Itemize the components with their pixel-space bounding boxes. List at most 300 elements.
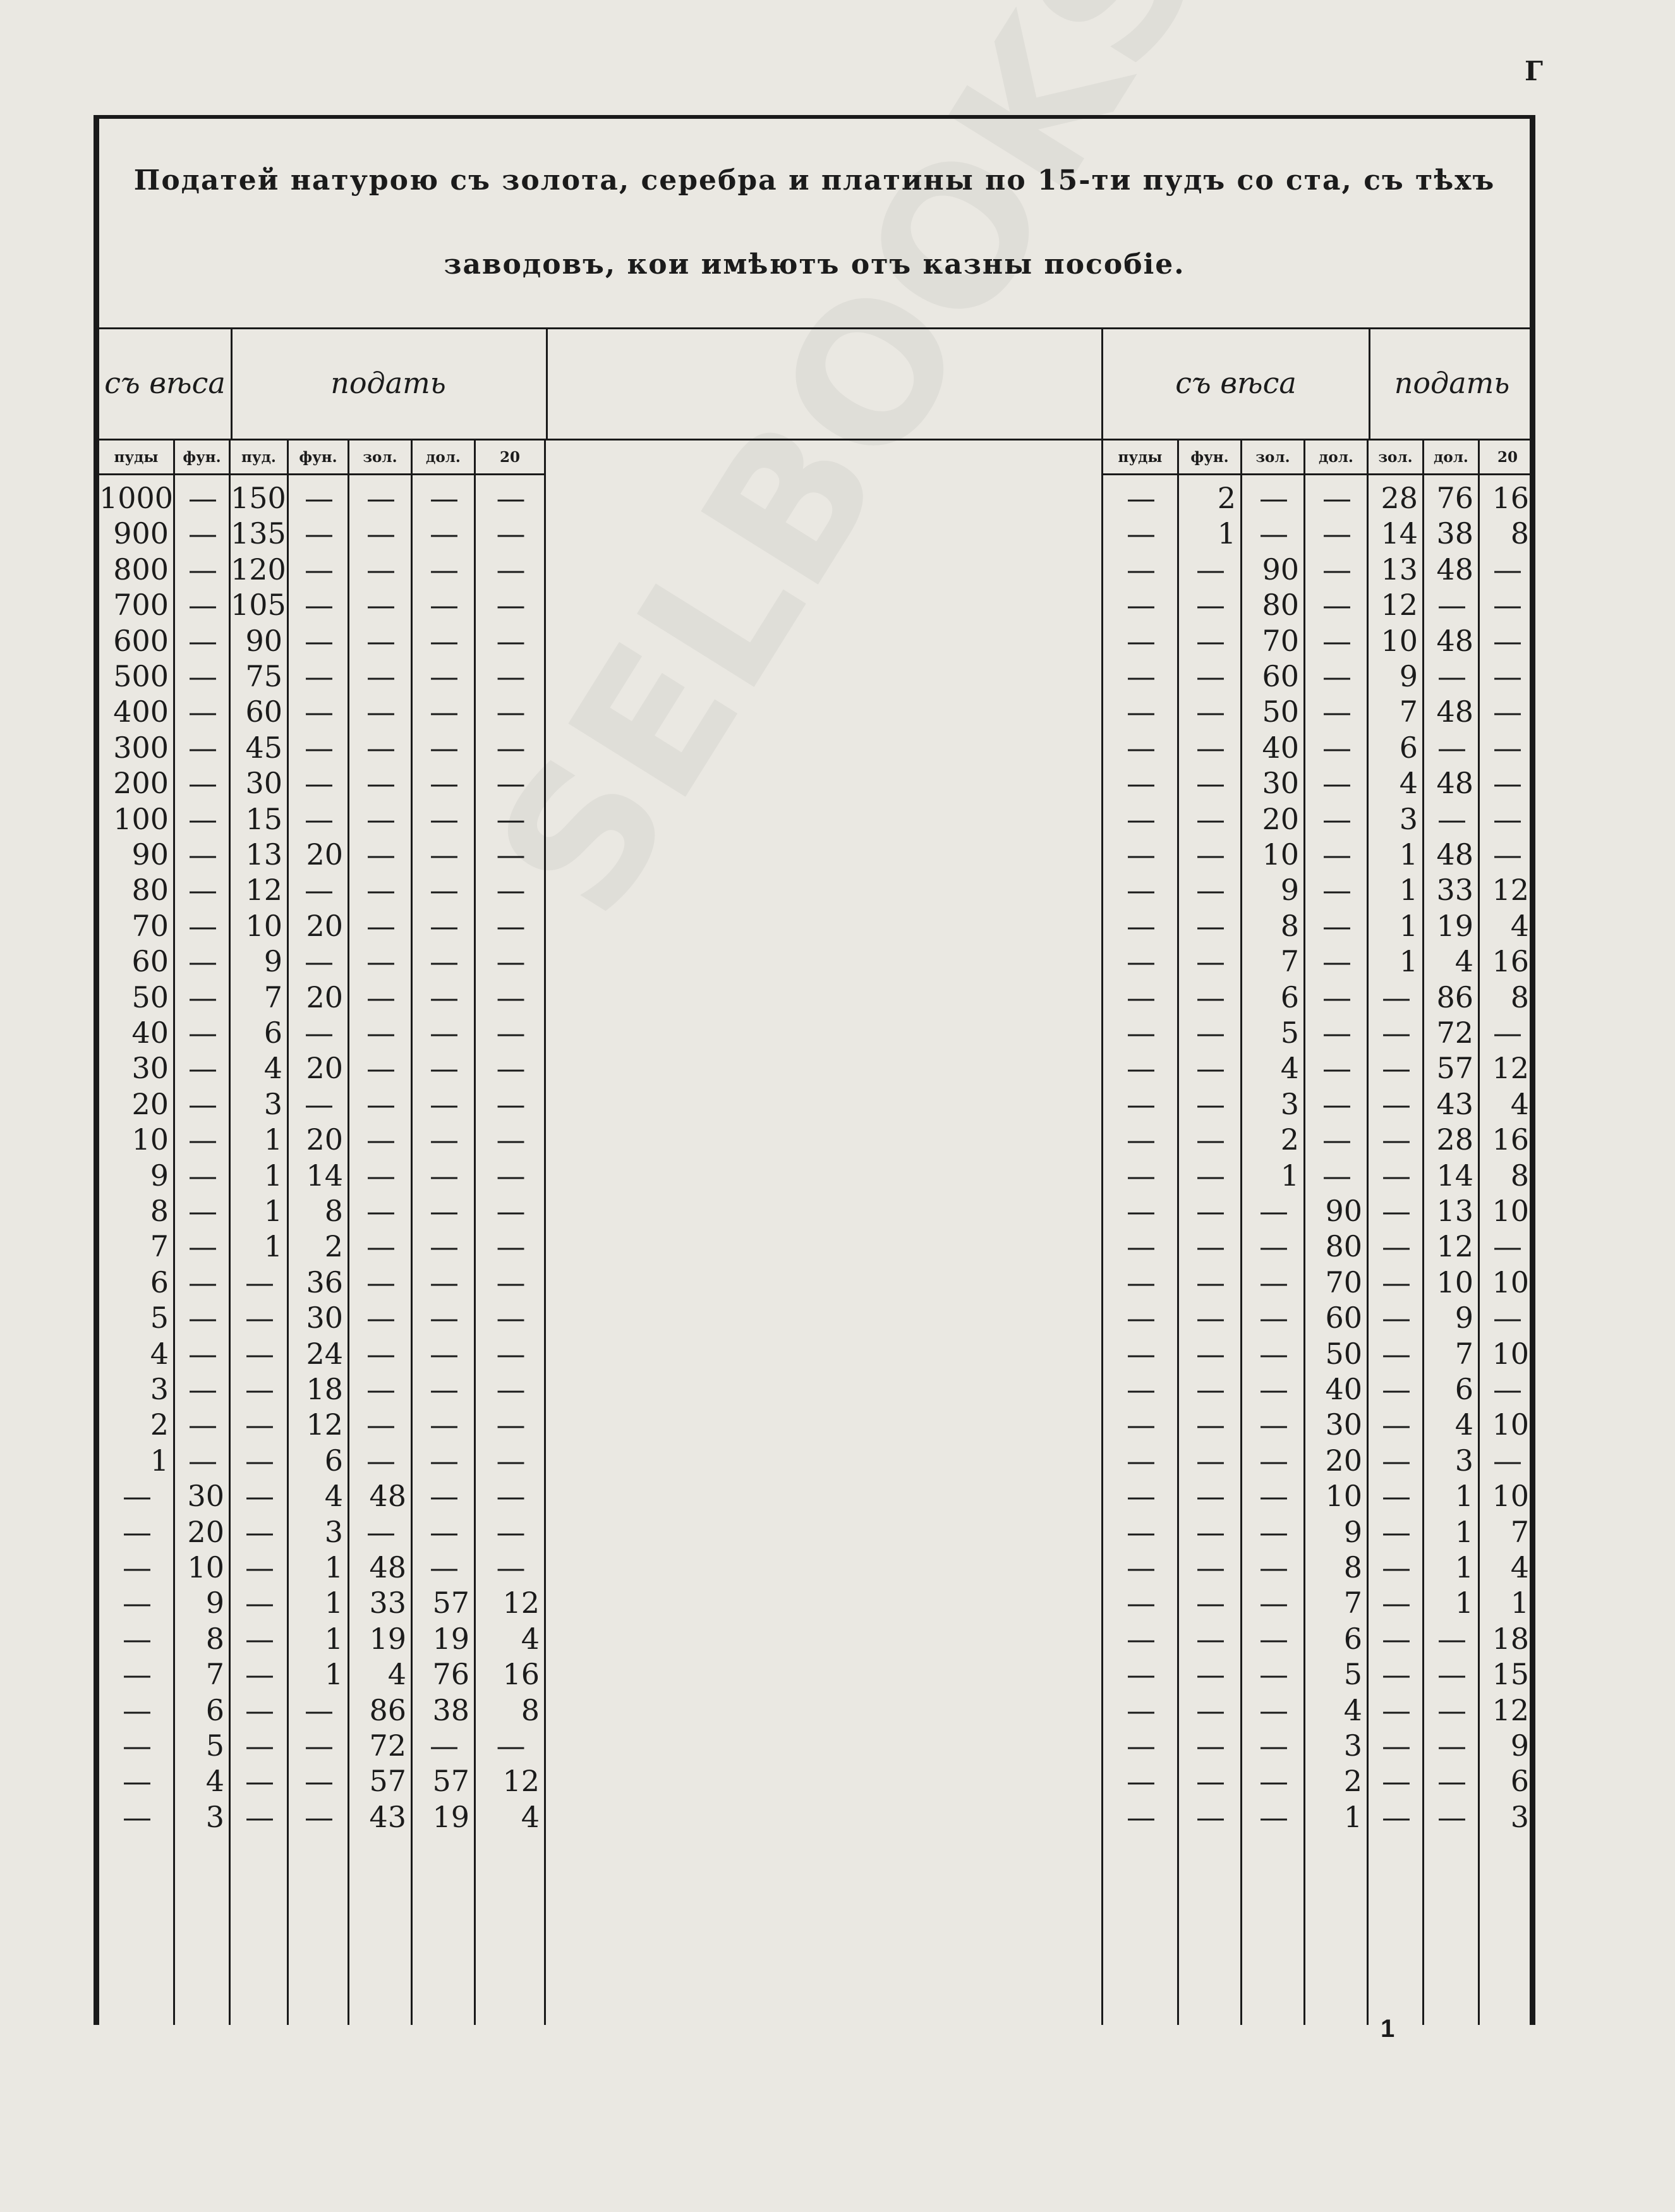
table-cell: 600 [113,623,169,658]
table-cell: — [496,1372,526,1406]
table-cell: — [188,481,217,515]
table-cell: — [1196,1158,1225,1193]
table-cell: — [1259,1194,1288,1228]
table-cell: — [1127,1550,1156,1584]
table-cell: — [188,801,217,836]
table-cell: — [1196,588,1225,623]
table-cell: 300 [113,730,169,765]
table-cell: — [123,1729,152,1763]
table-cell: — [366,695,396,729]
table-cell: 3 [1454,1443,1473,1478]
table-cell: — [1437,1692,1466,1727]
table-row [1103,801,1535,837]
table-cell: — [366,1158,396,1193]
table-cell: 6 [1343,1621,1362,1656]
table-cell: 48 [1436,552,1473,586]
table-cell: 10 [1492,1336,1529,1371]
table-row [1103,1621,1535,1656]
left-column-rule [411,439,413,2025]
table-cell: 90 [1262,552,1299,586]
table-cell: — [1196,1336,1225,1371]
table-cell: 1 [324,1657,343,1692]
table-cell: — [1127,980,1156,1014]
title-box [99,119,1530,329]
table-cell: — [1493,623,1522,658]
left-table [99,327,546,2025]
table-cell: — [366,659,396,693]
table-cell: — [1322,766,1351,801]
table-cell: — [1127,1301,1156,1335]
table-cell: — [430,659,459,693]
table-cell: — [305,659,334,693]
page-mark: Г [1525,56,1543,87]
right-subheader-0: пуды [1103,441,1179,473]
table-cell: — [1259,1336,1288,1371]
right-subheader-1: фун. [1179,441,1242,473]
table-cell: 33 [369,1586,406,1620]
table-row [99,1728,546,1763]
table-cell: 9 [1510,1729,1529,1763]
table-cell: — [1127,659,1156,693]
table-cell: — [366,730,396,765]
table-cell: 40 [1325,1372,1362,1406]
table-cell: — [366,1229,396,1264]
table-cell: — [430,1229,459,1264]
table-row [1103,623,1535,659]
table-cell: — [1259,1301,1288,1335]
table-cell: 10 [1381,623,1418,658]
table-cell: 4 [1343,1692,1362,1727]
table-cell: — [1493,766,1522,801]
table-cell: — [188,1016,217,1050]
table-cell: — [305,873,334,908]
table-cell: — [305,1692,334,1727]
table-cell: — [1259,1799,1288,1834]
table-cell: — [188,730,217,765]
table-cell: — [1382,1372,1411,1406]
table-row [1103,1300,1535,1335]
table-cell: — [245,1443,274,1478]
table-cell: — [1322,837,1351,872]
table-cell: 2 [324,1229,343,1264]
table-cell: — [1322,1122,1351,1157]
table-row [99,908,546,944]
table-cell: — [188,516,217,551]
table-cell: 12 [1492,1051,1529,1086]
table-cell: 10 [1262,837,1299,872]
table-cell: — [496,801,526,836]
table-cell: — [1322,1086,1351,1121]
table-cell: — [1127,944,1156,979]
table-cell: 8 [324,1194,343,1228]
table-cell: — [188,837,217,872]
table-cell: — [496,730,526,765]
table-cell: 76 [432,1657,469,1692]
table-cell: — [1127,588,1156,623]
table-cell: — [430,1051,459,1086]
table-cell: — [188,873,217,908]
table-cell: — [1259,1479,1288,1514]
table-cell: 20 [131,1086,169,1121]
table-cell: 9 [205,1586,224,1620]
table-cell: — [430,1443,459,1478]
table-cell: 48 [369,1479,406,1514]
table-cell: 8 [205,1621,224,1656]
table-cell: — [430,908,459,943]
table-cell: — [430,695,459,729]
table-cell: 1 [263,1194,282,1228]
table-cell: — [1127,1265,1156,1299]
table-cell: — [188,766,217,801]
table-cell: — [123,1586,152,1620]
table-cell: 16 [1492,1122,1529,1157]
table-cell: 6 [1510,1764,1529,1799]
table-row [1103,1443,1535,1478]
table-cell: 6 [150,1265,169,1299]
table-cell: 4 [150,1336,169,1371]
table-cell: — [1382,1265,1411,1299]
left-subheader-2: пуд. [231,441,289,473]
table-row [1103,980,1535,1015]
table-cell: — [1196,801,1225,836]
table-cell: — [496,1016,526,1050]
table-cell: — [1259,1586,1288,1620]
table-cell: — [188,1122,217,1157]
table-cell: — [366,1086,396,1121]
table-cell: — [1493,837,1522,872]
table-cell: — [366,588,396,623]
table-cell: — [366,944,396,979]
table-cell: — [245,1336,274,1371]
table-cell: — [1196,1550,1225,1584]
table-cell: 43 [1436,1086,1473,1121]
table-row [1103,516,1535,551]
table-row [1103,1265,1535,1300]
table-cell: — [1493,552,1522,586]
table-cell: — [496,695,526,729]
table-cell: — [1196,908,1225,943]
table-cell: — [1196,1194,1225,1228]
table-cell: 150 [231,481,286,515]
table-cell: — [1493,659,1522,693]
table-cell: — [1127,908,1156,943]
table-cell: 100 [113,801,169,836]
table-cell: — [1437,730,1466,765]
table-cell: — [1196,1621,1225,1656]
table-cell: 50 [131,980,169,1014]
table-cell: — [430,1122,459,1157]
table-cell: 90 [1325,1194,1362,1228]
left-subheader-1: фун. [175,441,231,473]
table-cell: 80 [1325,1229,1362,1264]
table-cell: 60 [1262,659,1299,693]
table-cell: 5 [150,1301,169,1335]
table-title-line-1: Податей натурою съ золота, серебра и платины по 15-ти пудъ со ста, съ тѣхъ [133,164,1496,197]
table-cell: — [496,980,526,1014]
table-cell: — [1127,730,1156,765]
table-cell: — [496,1301,526,1335]
table-cell: — [430,766,459,801]
table-cell: — [1259,1407,1288,1442]
table-cell: 4 [1454,1407,1473,1442]
table-cell: — [1437,1657,1466,1692]
table-cell: — [305,695,334,729]
table-cell: 13 [1381,552,1418,586]
table-cell: 48 [369,1550,406,1584]
table-cell: — [1196,659,1225,693]
table-cell: — [188,588,217,623]
table-row [1103,1692,1535,1728]
table-cell: — [188,552,217,586]
table-cell: — [1259,1621,1288,1656]
table-cell: — [430,1265,459,1299]
table-cell: 400 [113,695,169,729]
table-cell: — [496,1550,526,1584]
table-cell: 30 [245,766,282,801]
table-cell: 12 [1492,1692,1529,1727]
table-cell: 80 [1262,588,1299,623]
table-cell: 18 [1492,1621,1529,1656]
table-cell: 8 [1510,1158,1529,1193]
table-cell: 13 [245,837,282,872]
table-cell: — [1127,1229,1156,1264]
table-cell: 900 [113,516,169,551]
table-cell: 3 [150,1372,169,1406]
right-column-rule [1422,439,1424,2025]
table-cell: 5 [1280,1016,1299,1050]
table-cell: — [1437,588,1466,623]
table-cell: 8 [1510,516,1529,551]
table-cell: — [305,623,334,658]
table-row [1103,1585,1535,1620]
table-cell: 7 [263,980,282,1014]
table-cell: — [430,1016,459,1050]
table-cell: — [1382,1086,1411,1121]
table-cell: 4 [1510,908,1529,943]
blank-middle-panel [546,327,1103,2025]
table-row [1103,480,1535,516]
table-cell: — [1127,1514,1156,1549]
table-cell: — [1196,1122,1225,1157]
table-cell: — [496,1407,526,1442]
table-row [99,801,546,837]
table-row [99,1015,546,1050]
table-cell: — [123,1764,152,1799]
table-cell: 4 [1454,944,1473,979]
table-cell: — [1382,1657,1411,1692]
table-cell: 2 [150,1407,169,1442]
table-cell: — [496,1229,526,1264]
table-row [99,872,546,908]
table-cell: 1 [1217,516,1236,551]
table-cell: — [1127,1692,1156,1727]
table-cell: 10 [131,1122,169,1157]
table-cell: 14 [306,1158,343,1193]
table-cell: — [245,1550,274,1584]
table-row [99,1799,546,1835]
table-cell: — [1322,730,1351,765]
table-cell: — [366,481,396,515]
table-cell: — [1322,801,1351,836]
table-cell: — [188,1051,217,1086]
table-cell: — [496,1122,526,1157]
right-column-rule [1177,439,1179,2025]
table-cell: — [305,516,334,551]
table-cell: — [1127,1158,1156,1193]
table-row [1103,1371,1535,1407]
table-cell: 10 [1436,1265,1473,1299]
table-cell: — [1322,1016,1351,1050]
table-cell: 43 [369,1799,406,1834]
table-cell: 19 [1436,908,1473,943]
table-cell: — [1322,908,1351,943]
table-cell: 10 [187,1550,224,1584]
table-cell: — [496,659,526,693]
table-cell: 4 [1399,766,1418,801]
table-cell: — [1259,1443,1288,1478]
table-cell: — [245,1729,274,1763]
table-cell: 19 [432,1621,469,1656]
table-row [1103,1122,1535,1157]
right-subheader-2: зол. [1242,441,1305,473]
table-cell: — [305,766,334,801]
table-cell: 48 [1436,766,1473,801]
table-cell: — [1493,1301,1522,1335]
table-cell: — [1127,1336,1156,1371]
table-cell: — [366,1514,396,1549]
table-cell: 9 [1343,1514,1362,1549]
table-cell: — [430,552,459,586]
table-cell: — [1322,980,1351,1014]
table-cell: 12 [1381,588,1418,623]
table-row [99,516,546,551]
right-subheader-3: дол. [1305,441,1369,473]
table-cell: — [430,623,459,658]
table-cell: 120 [231,552,286,586]
table-row [99,552,546,587]
table-cell: — [1127,516,1156,551]
table-row [99,1550,546,1585]
table-cell: 1 [1399,873,1418,908]
table-cell: — [1259,1692,1288,1727]
table-cell: — [1322,552,1351,586]
table-cell: — [496,623,526,658]
right-column-rule [1240,439,1242,2025]
table-cell: — [1382,1229,1411,1264]
table-cell: — [1382,1443,1411,1478]
table-cell: — [366,1301,396,1335]
table-cell: — [496,1051,526,1086]
table-cell: 7 [1280,944,1299,979]
table-cell: 30 [131,1051,169,1086]
table-cell: — [366,801,396,836]
table-cell: — [1259,1657,1288,1692]
left-subheader-6: 20 [476,441,546,473]
table-cell: 38 [432,1692,469,1727]
table-cell: 12 [245,873,282,908]
table-cell: — [430,1158,459,1193]
table-cell: 3 [1280,1086,1299,1121]
table-cell: — [1196,1016,1225,1050]
table-cell: — [245,1621,274,1656]
table-cell: 1 [1399,908,1418,943]
table-cell: — [305,1016,334,1050]
table-cell: — [245,1265,274,1299]
table-cell: 15 [245,801,282,836]
table-cell: 3 [1343,1729,1362,1763]
table-cell: — [1382,1729,1411,1763]
table-cell: 8 [1343,1550,1362,1584]
table-row [1103,1763,1535,1799]
table-cell: — [245,1692,274,1727]
left-column-rule [348,439,349,2025]
table-cell: — [1196,1086,1225,1121]
table-cell: — [1196,1265,1225,1299]
table-cell: — [1322,659,1351,693]
table-cell: — [305,730,334,765]
right-subheader-5: дол. [1424,441,1480,473]
left-header-weight: съ вѣса [99,327,233,439]
table-cell: — [188,1407,217,1442]
table-cell: — [1382,1764,1411,1799]
table-cell: — [305,944,334,979]
table-cell: — [1196,1586,1225,1620]
table-cell: — [1493,588,1522,623]
table-cell: — [245,1301,274,1335]
table-row [99,1122,546,1157]
table-cell: — [430,1407,459,1442]
table-cell: — [1382,1194,1411,1228]
left-column-rule [229,439,231,2025]
table-cell: — [366,1051,396,1086]
table-cell: — [1382,1621,1411,1656]
table-cell: 6 [1454,1372,1473,1406]
table-cell: — [1196,1229,1225,1264]
table-cell: — [366,908,396,943]
table-cell: 8 [150,1194,169,1228]
table-cell: 3 [205,1799,224,1834]
table-cell: 135 [231,516,286,551]
table-cell: 3 [1399,801,1418,836]
table-cell: — [430,1336,459,1371]
table-cell: — [366,873,396,908]
table-row [99,1229,546,1264]
table-cell: — [1322,1158,1351,1193]
table-cell: — [123,1692,152,1727]
table-cell: 1 [1343,1799,1362,1834]
middle-rule [546,439,1101,441]
table-row [1103,1336,1535,1371]
table-cell: — [1493,730,1522,765]
table-cell: 45 [245,730,282,765]
table-cell: — [1437,659,1466,693]
table-cell: 57 [1436,1051,1473,1086]
table-row [1103,1015,1535,1050]
table-cell: 9 [1399,659,1418,693]
table-cell: — [1382,1514,1411,1549]
table-title-line-2: заводовъ, кои имѣютъ отъ казны пособіе. [444,248,1185,281]
table-cell: — [1127,766,1156,801]
table-cell: — [1127,837,1156,872]
table-cell: — [1196,1051,1225,1086]
table-cell: — [1259,1550,1288,1584]
table-cell: 12 [502,1586,540,1620]
table-cell: 1 [1399,837,1418,872]
table-cell: 20 [306,908,343,943]
table-cell: 4 [263,1051,282,1086]
table-cell: 1 [1399,944,1418,979]
table-cell: — [1382,1336,1411,1371]
